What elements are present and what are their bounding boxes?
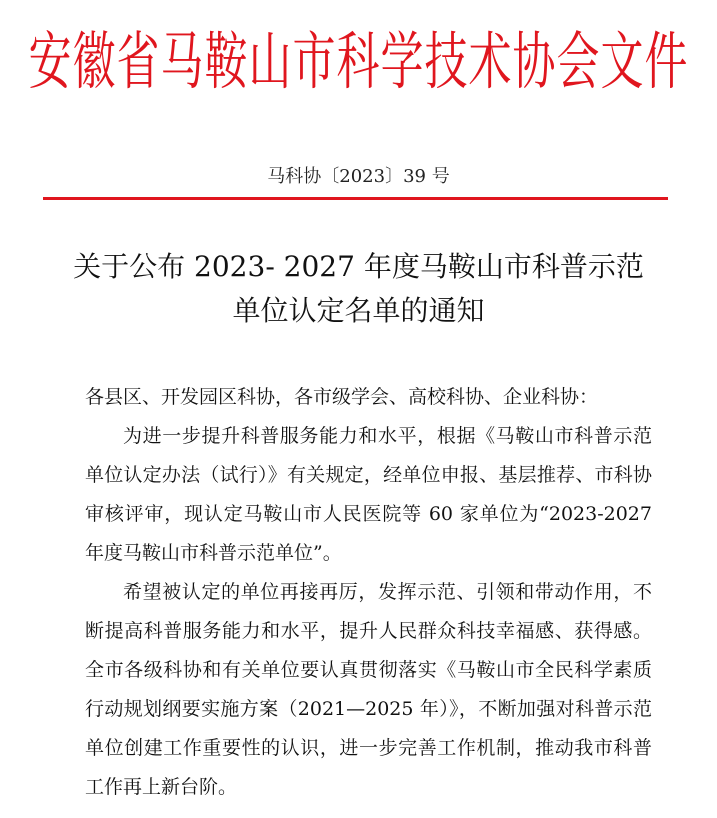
salutation: 各县区、开发园区科协，各市级学会、高校科协、企业科协： xyxy=(85,386,599,408)
red-divider-line xyxy=(43,197,668,200)
body-paragraph-2: 希望被认定的单位再接再厉，发挥示范、引领和带动作用，不断提高科普服务能力和水平，提升人民群众科技幸福感、获得感。全市各级科协和有关单位要认真贯彻落实《马鞍山市全民科学素质行动规划纲要实施方案（2021—2025 年）》，不断加强对科普示范单位创建工作重要性的认识，进一步完善工作机制，推动我市科普工作再上新台阶。 xyxy=(85,581,652,798)
notice-title-line-1: 关于公布 2023- 2027 年度马鞍山市科普示范 xyxy=(73,250,644,283)
notice-title-line-2: 单位认定名单的通知 xyxy=(232,294,485,327)
body-paragraph-1: 为进一步提升科普服务能力和水平，根据《马鞍山市科普示范单位认定办法（试行）》有关规定，经单位申报、基层推荐、市科协审核评审，现认定马鞍山市人民医院等 60 家单位为“2023-2027 年度马鞍山市科普示范单位”。 xyxy=(85,425,652,564)
document-header-title: 安徽省马鞍山市科学技术协会文件 xyxy=(28,26,689,99)
document-number: 马科协〔2023〕39 号 xyxy=(267,166,450,187)
notice-body xyxy=(85,378,652,807)
notice-title xyxy=(40,245,677,333)
